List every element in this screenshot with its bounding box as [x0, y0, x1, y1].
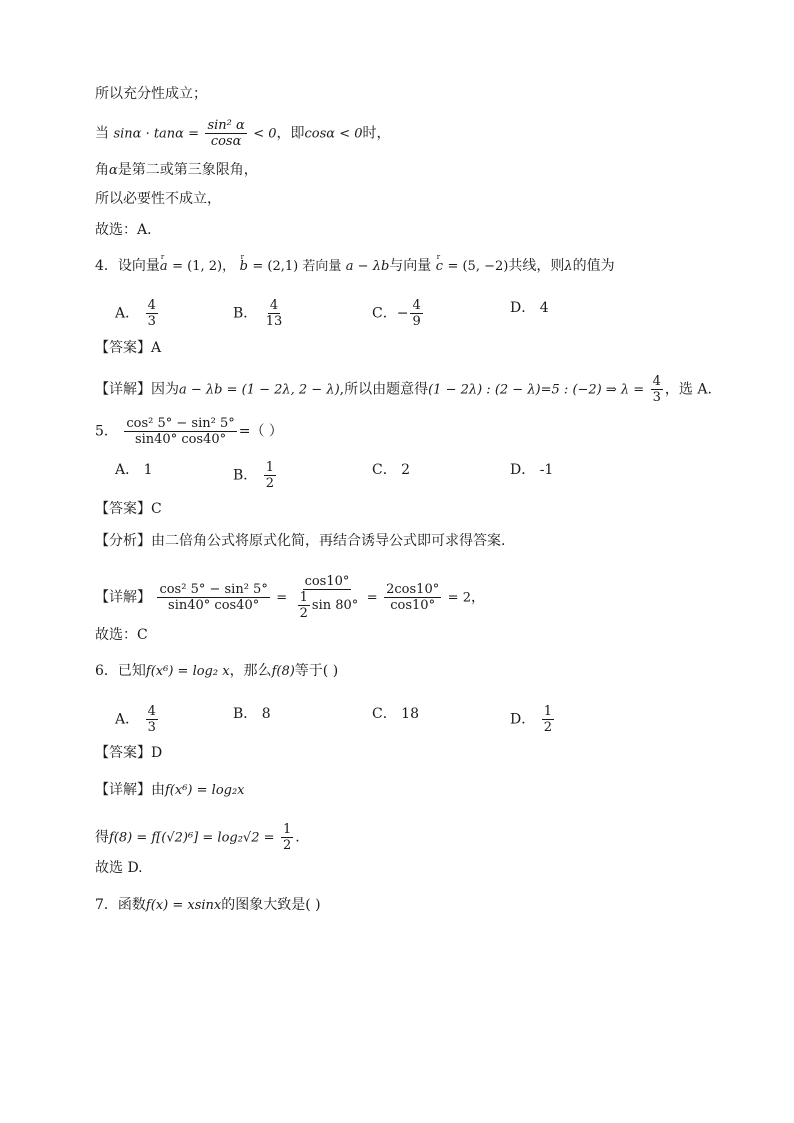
question-5: [95, 416, 283, 447]
analysis-tag: 【分析】: [95, 533, 151, 549]
option-text: 18: [401, 706, 419, 722]
fraction: [146, 704, 158, 735]
text: 的图象大致是( ): [221, 897, 321, 913]
option-a: [115, 704, 160, 735]
text: 6．已知: [95, 663, 146, 679]
denominator: 2: [282, 838, 292, 853]
fraction: [124, 416, 236, 447]
text: 角: [95, 162, 109, 178]
text-line: [95, 822, 300, 853]
text: 由: [151, 782, 165, 798]
vector-a: r a: [160, 257, 168, 277]
formula: cosα < 0: [304, 126, 363, 142]
vector-c: r c: [436, 257, 443, 277]
numerator: 2cos10°: [386, 582, 440, 597]
option-d: [510, 704, 556, 735]
option-text: 8: [261, 706, 271, 722]
fraction: [298, 590, 310, 621]
formula: f(8) = f[(√2)⁶] = log₂√2 =: [109, 830, 275, 846]
denominator: [294, 590, 361, 621]
option-a: [115, 460, 153, 480]
answer-value: C: [151, 501, 162, 517]
denominator: cosα: [210, 134, 242, 149]
text: 是第二或第三象限角，: [117, 162, 258, 178]
text: 与向量: [389, 258, 432, 274]
formula: = (2,1) 若向量: [252, 259, 342, 274]
fraction: [410, 298, 422, 329]
text: ，即: [276, 125, 305, 142]
formula: f(8): [271, 664, 295, 679]
formula: sinα · tanα =: [113, 126, 199, 142]
numerator: 1: [299, 590, 308, 605]
fraction: [157, 582, 269, 613]
question-7: [95, 895, 321, 916]
option-label: B．: [233, 706, 258, 722]
text: 7．函数: [95, 897, 146, 913]
option-text: -1: [539, 462, 554, 478]
fraction: [205, 118, 246, 149]
numerator: 4: [147, 298, 156, 313]
formula: < 0: [253, 126, 277, 142]
text: 等于( ): [294, 663, 339, 679]
fraction: [651, 374, 663, 405]
question-6: [95, 661, 338, 682]
vector-b: r b: [240, 257, 248, 277]
detail-tag: 【详解】: [95, 782, 151, 798]
option-text: 4: [539, 300, 549, 316]
formula: = (1, 2)，: [172, 259, 236, 274]
fraction: [146, 298, 158, 329]
fraction: [384, 582, 441, 613]
formula: f(x⁶) = log₂x: [165, 783, 245, 798]
fraction: [264, 460, 276, 491]
text: 共线，则: [508, 258, 565, 274]
formula: f(x) = xsinx: [145, 898, 222, 913]
answer-tag: 【答案】: [95, 340, 151, 356]
text: 得: [95, 829, 109, 846]
option-label: C．: [372, 462, 397, 478]
formula: = 2: [447, 590, 471, 606]
answer-tag: 【答案】: [95, 745, 151, 761]
option-text: 2: [401, 462, 411, 478]
formula: = (5, −2): [447, 259, 509, 274]
numerator: 1: [282, 822, 292, 837]
numerator: 4: [147, 704, 156, 719]
numerator: 1: [543, 704, 552, 719]
text: 因为: [151, 381, 179, 398]
formula: λ: [564, 259, 573, 274]
text-line: 故选 D.: [95, 860, 143, 876]
sign: −: [396, 305, 409, 322]
numerator: 4: [412, 298, 421, 313]
text-line: 故选：C: [95, 627, 148, 643]
fraction: [542, 704, 554, 735]
question-4: [95, 256, 615, 277]
option-label: D．: [510, 462, 536, 478]
numerator: 4: [652, 374, 661, 389]
formula: f(x⁶) = log₂ x: [145, 664, 230, 679]
option-label: A．: [115, 462, 140, 478]
denominator: 3: [147, 314, 156, 329]
option-label: A．: [115, 305, 140, 322]
text: 的值为: [572, 258, 615, 274]
answer-value: D: [151, 745, 163, 761]
text: ,所以由题意得: [339, 381, 429, 398]
numerator: 1: [265, 460, 275, 475]
text-line: 所以必要性不成立，: [95, 191, 221, 207]
denominator: 3: [147, 720, 156, 735]
text-line: [95, 118, 391, 149]
denominator: 2: [265, 476, 275, 491]
numerator: cos10°: [304, 574, 350, 589]
denominator: sin40° cos40°: [134, 432, 227, 447]
text: =（ ）: [238, 423, 283, 440]
fraction: [294, 574, 361, 621]
detail-tag: 【详解】: [95, 589, 151, 606]
text: 当: [95, 125, 109, 142]
option-c: [372, 704, 419, 724]
option-a: [115, 298, 160, 329]
detail-4: [95, 374, 712, 405]
denominator: cos10°: [390, 598, 436, 613]
option-b: [233, 298, 286, 329]
numerator: cos² 5° − sin² 5°: [159, 582, 268, 597]
fraction: [264, 298, 285, 329]
denominator: 2: [299, 606, 308, 621]
denominator: sin40° cos40°: [168, 598, 260, 613]
denominator: 13: [265, 314, 283, 329]
text: ，那么: [229, 663, 272, 679]
text-line: 故选：A．: [95, 222, 162, 238]
denominator: 9: [412, 314, 421, 329]
fraction: [281, 822, 293, 853]
text: 5．: [95, 423, 118, 440]
numerator: cos² 5° − sin² 5°: [126, 416, 235, 431]
detail-5: [95, 574, 485, 621]
equals: =: [366, 590, 378, 606]
formula: (1 − 2λ) : (2 − λ)=5 : (−2) ⇒ λ =: [428, 382, 645, 398]
numerator: sin² α: [207, 118, 245, 133]
denominator: 3: [652, 390, 661, 405]
text-line: [95, 160, 258, 181]
denominator: 2: [543, 720, 552, 735]
option-label: B．: [233, 305, 258, 322]
answer-4: [95, 338, 161, 358]
text-line: 所以充分性成立；: [95, 86, 207, 102]
text: 时，: [362, 125, 391, 142]
analysis-5: [95, 531, 505, 551]
answer-5: [95, 499, 162, 519]
option-c: [372, 460, 410, 480]
text: sin 80°: [311, 598, 359, 613]
formula: α: [109, 163, 118, 178]
detail-6: [95, 780, 245, 801]
detail-tag: 【详解】: [95, 381, 151, 398]
option-label: B．: [233, 467, 258, 484]
option-label: D．: [510, 300, 536, 316]
text: 由二倍角公式将原式化简，再结合诱导公式即可求得答案.: [151, 533, 506, 549]
formula: a − λb = (1 − 2λ, 2 − λ): [179, 382, 340, 398]
answer-6: [95, 743, 162, 763]
option-b: [233, 460, 278, 491]
option-label: C．: [372, 706, 397, 722]
option-label: D．: [510, 711, 536, 728]
option-d: [510, 298, 549, 318]
option-text: 1: [143, 462, 153, 478]
formula: a − λb: [345, 259, 390, 274]
option-b: [233, 704, 271, 724]
text: .: [295, 829, 300, 846]
text: ，: [470, 589, 485, 606]
text: ，选 A.: [664, 381, 712, 398]
numerator: 4: [269, 298, 279, 313]
option-label: C．: [372, 305, 397, 322]
answer-value: A: [151, 340, 162, 356]
option-c: [372, 298, 425, 329]
text: 4．设向量: [95, 258, 160, 274]
option-d: [510, 460, 553, 480]
option-label: A．: [115, 711, 140, 728]
answer-tag: 【答案】: [95, 501, 151, 517]
equals: =: [276, 590, 288, 606]
